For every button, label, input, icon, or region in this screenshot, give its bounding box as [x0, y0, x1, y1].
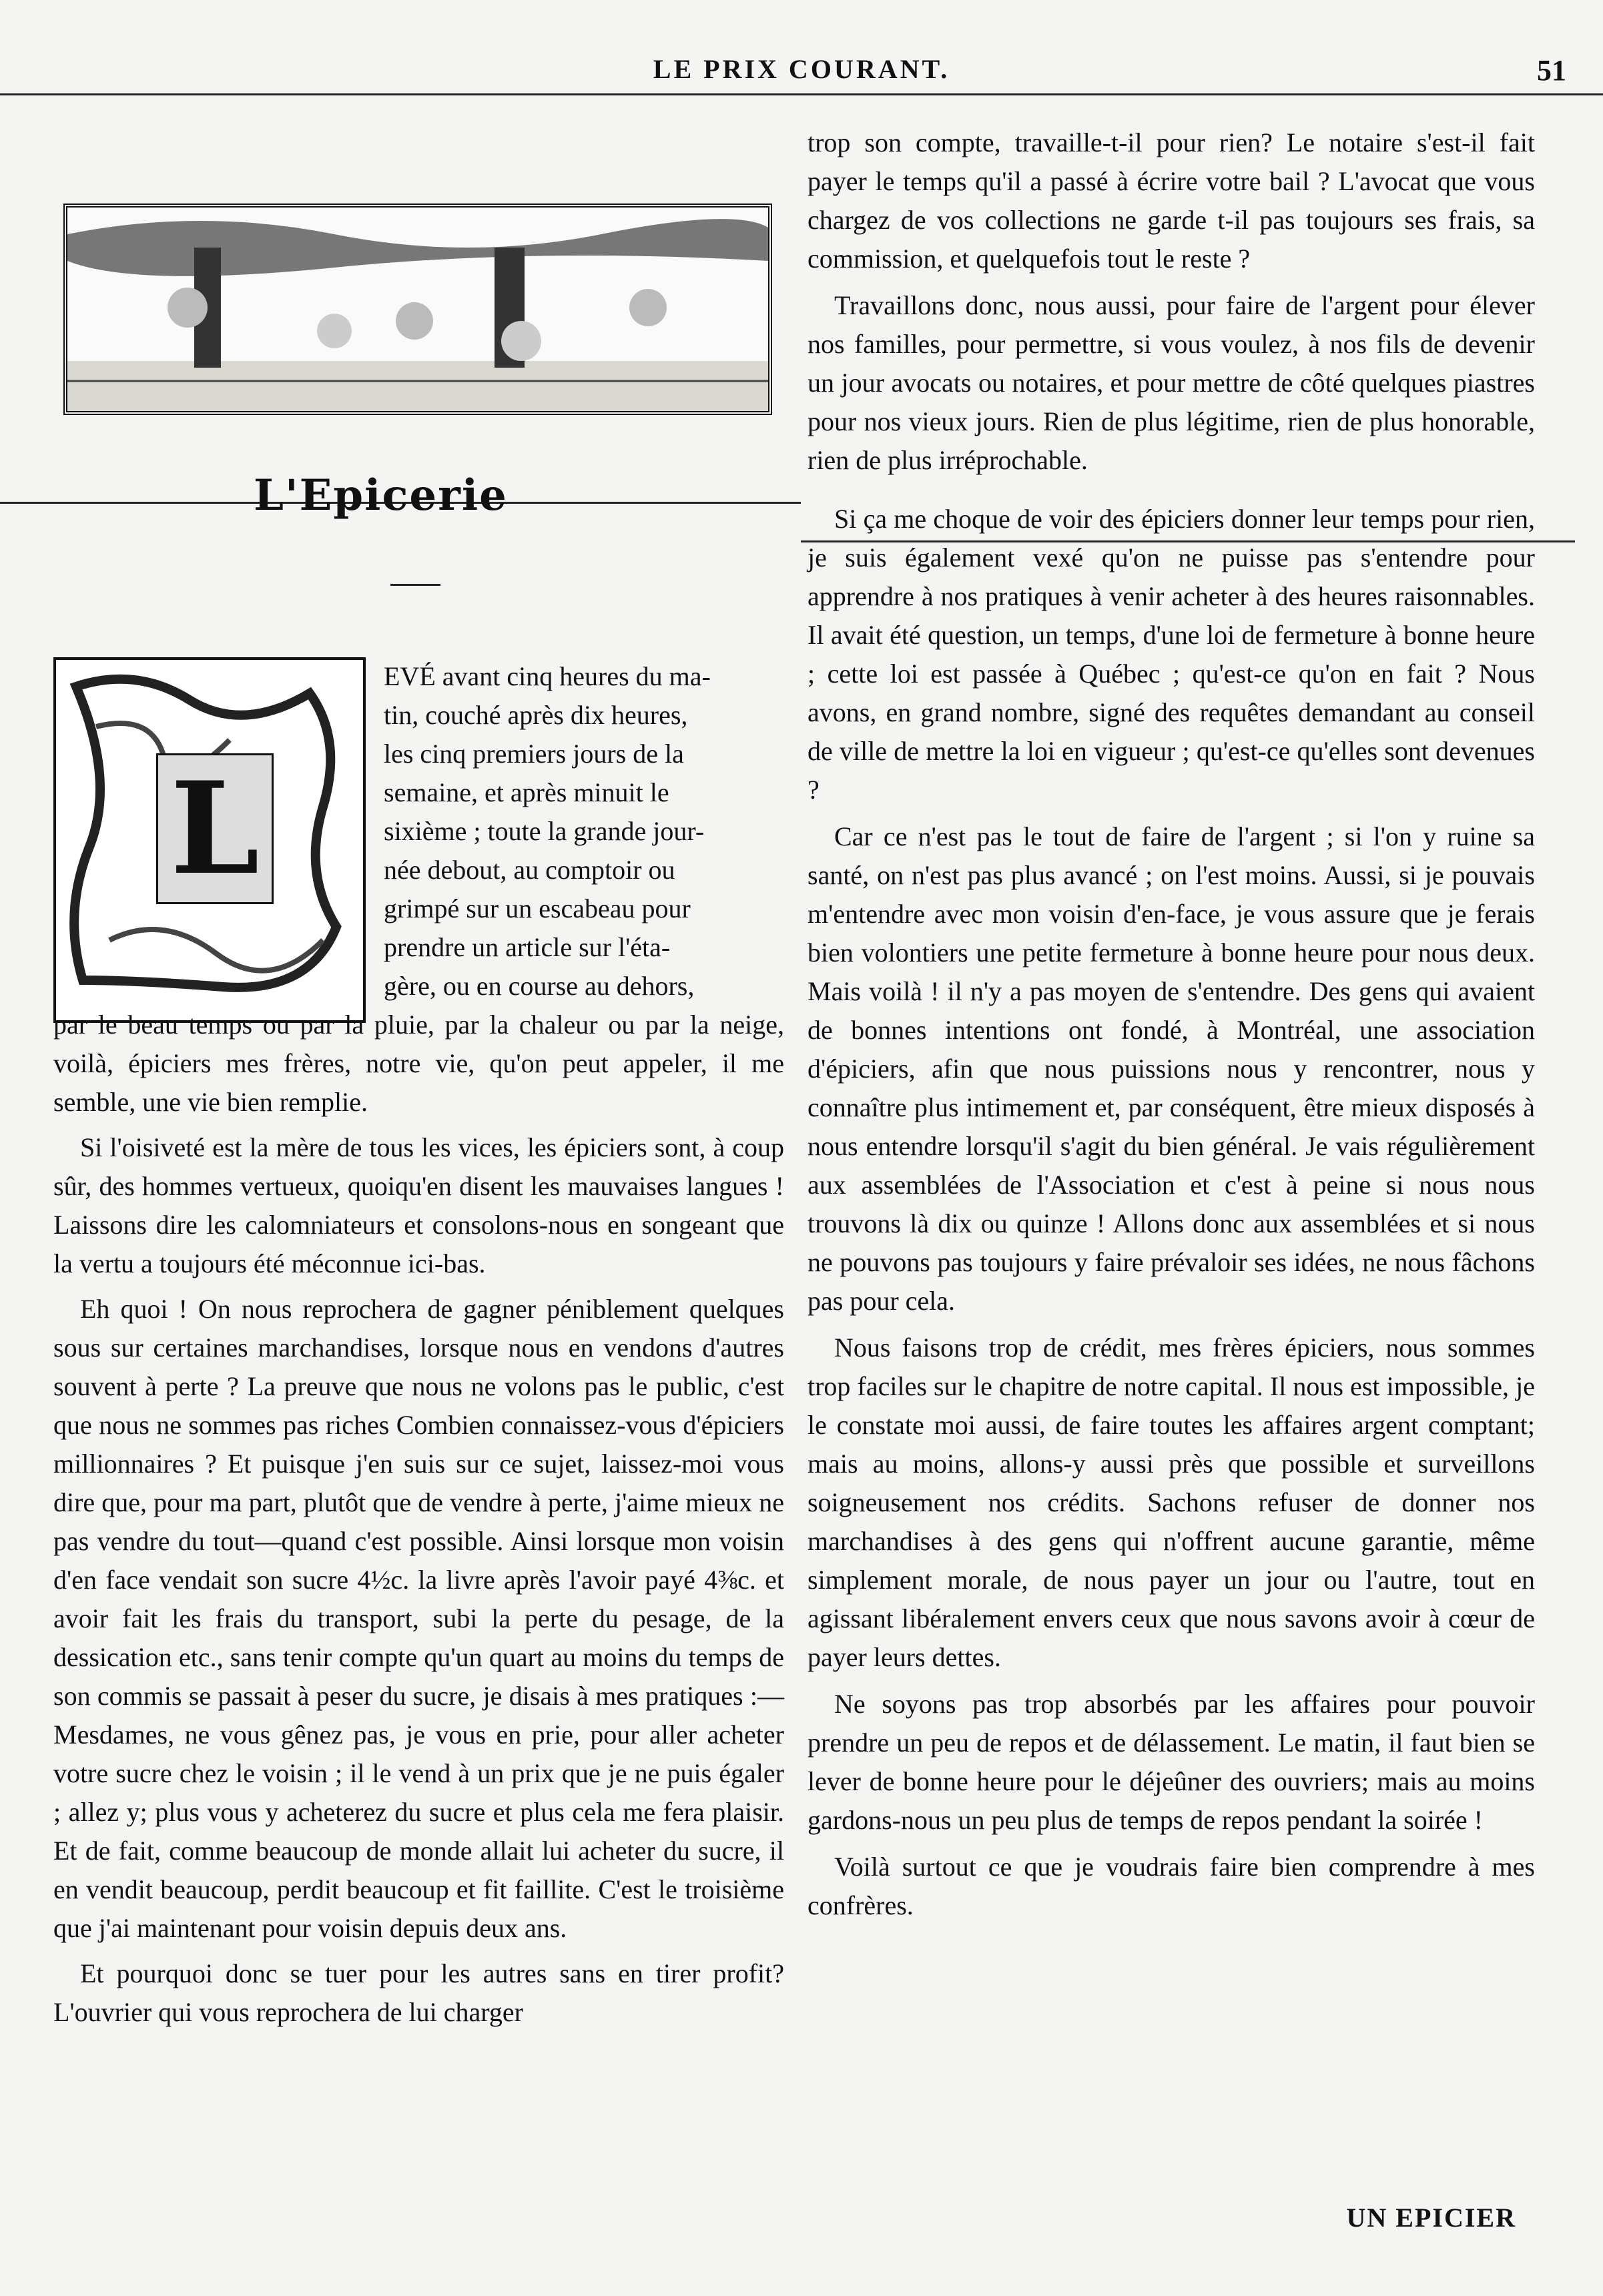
paragraph: Travaillons donc, nous aussi, pour faire de l'argent pour élever nos familles, pour permettre, si vous voulez, à nos fils de devenir un jour avocats ou notaires, et pour mettre de côté quelques piastres pour nos vieux jours. Rien de plus légitime, rien de plus honorable, rien de plus irréprochable.: [808, 290, 1535, 475]
paragraph: Eh quoi ! On nous reprochera de gagner péniblement quelques sous sur certaines marchandises, lorsque nous en vendons d'autres souvent à perte ? La preuve que nous ne volons pas le public, c'est que nous ne sommes pas riches Combien connaissez-vous d'épiciers millionnaires ? Et puisque j'en suis sur ce sujet, laissez-moi vous dire que, pour ma part, plutôt que de vendre à perte, j'aime mieux ne pas vendre du tout—quand c'est possible. Ainsi lorsque mon voisin d'en face vendait son sucre 4½c. la livre après l'avoir payé 4⅜c. et avoir fait les frais du transport, subi la perte du pesage, de la dessication etc., sans tenir compte qu'un quart au moins du temps de son commis se passait à peser du sucre, je disais à mes pratiques :—Mesdames, ne vous gênez pas, je vous en prie, pour aller acheter votre sucre chez le voisin ; il le vend à un prix que je ne puis égaler ; allez y; plus vous y acheterez du sucre et plus cela me fera plaisir. Et de fait, comme beaucoup de monde allait lui acheter du sucre, il en vendit beaucoup, perdit beaucoup et fit faillite. C'est le troisième que j'ai maintenant pour voisin depuis deux ans.: [53, 1294, 784, 1943]
right-column: [808, 123, 1535, 1925]
paragraph: Voilà surtout ce que je voudrais faire bien comprendre à mes confrères.: [808, 1852, 1535, 1920]
intro-line: prendre un article sur l'éta-: [384, 932, 671, 962]
intro-line: EVÉ avant cinq heures du ma-: [384, 661, 711, 691]
left-intro-lines: [384, 657, 784, 1006]
ornate-dropcap: [53, 657, 366, 1023]
header-rule: [0, 93, 1603, 95]
intro-line: semaine, et après minuit le: [384, 777, 669, 807]
intro-line: sixième ; toute la grande jour-: [384, 816, 705, 846]
intro-line: grimpé sur un escabeau pour: [384, 893, 691, 923]
paragraph: Nous faisons trop de crédit, mes frères épiciers, nous sommes trop faciles sur le chapitre de notre capital. Il nous est impossible, je le constate moi aussi, de faire toutes les affaires argent comptant; mais au moins, allons-y aussi près que possible et surveillons soigneusement nos crédits. Sachons refuser de donner nos marchandises à des gens qui n'offrent aucune garantie, même simplement morale, de nous payer un jour ou l'autre, tout en agissant libéralement envers ceux que nous savons avoir à cœur de payer leurs dettes.: [808, 1332, 1535, 1672]
section-dash: [390, 584, 440, 586]
page-header-title: LE PRIX COURANT.: [653, 54, 950, 84]
intro-line: gère, ou en course au dehors,: [384, 971, 695, 1001]
intro-line: née debout, au comptoir ou: [384, 855, 675, 885]
paragraph: Si l'oisiveté est la mère de tous les vices, les épiciers sont, à coup sûr, des hommes vertueux, quoiqu'en disent les mauvaises langues ! Laissons dire les calomniateurs et consolons-nous en songeant que la vertu a toujours été méconnue ici-bas.: [53, 1132, 784, 1278]
intro-line: tin, couché après dix heures,: [384, 700, 688, 730]
left-column: [53, 1006, 784, 2032]
paragraph: Si ça me choque de voir des épiciers donner leur temps pour rien, je suis également vexé qu'on ne puisse pas s'entendre pour apprendre à nos pratiques à venir acheter à des heures raisonnables. Il avait été question, un temps, d'une loi de fermeture à bonne heure ; cette loi est passée à Québec ; qu'est-ce qu'on en fait ? Nous avons, en grand nombre, signé des requêtes demandant au conseil de ville de mettre la loi en vigueur ; qu'est-ce qu'elles sont devenues ?: [808, 504, 1535, 805]
paragraph: par le beau temps ou par la pluie, par la chaleur ou par la neige, voilà, épiciers mes frères, notre vie, qu'on peut appeler, il me semble, une vie bien remplie.: [53, 1010, 784, 1117]
section-title: L'Epicerie: [254, 470, 508, 520]
paragraph: trop son compte, travaille-t-il pour rien? Le notaire s'est-il fait payer le temps qu'il a passé à écrire votre bail ? L'avocat que vous chargez de vos collections ne garde t-il pas toujours ses frais, sa commission, et quelquefois tout le reste ?: [808, 127, 1535, 274]
paragraph: Car ce n'est pas le tout de faire de l'argent ; si l'on y ruine sa santé, on n'est pas plus avancé ; on l'est moins. Aussi, si je pouvais m'entendre avec mon voisin d'en-face, je vous assure que je ferais bien volontiers une petite fermeture à bonne heure pour nous deux. Mais voilà ! il n'y a pas moyen de s'entendre. Des gens qui avaient de bonnes intentions ont fondé, à Montréal, une association d'épiciers, afin que nous puissions nous y rencontrer, nous y connaître plus intimement et, par conséquent, être mieux disposés à nous entendre lorsqu'il s'agit du bien général. Je vais régulièrement aux assemblées de l'Association et c'est à peine si nous nous trouvons là dix ou quinze ! Allons donc aux assemblées et si nous ne pouvons pas toujours y faire prévaloir ses idées, ne nous fâchons pas pour cela.: [808, 821, 1535, 1316]
dropcap-letter: L: [156, 753, 274, 904]
intro-line: les cinq premiers jours de la: [384, 739, 684, 769]
page-number: 51: [1537, 54, 1566, 87]
cherubs-illustration: [63, 204, 772, 415]
paragraph: Et pourquoi donc se tuer pour les autres sans en tirer profit? L'ouvrier qui vous reprochera de lui charger: [53, 1958, 784, 2027]
paragraph: Ne soyons pas trop absorbés par les affaires pour pouvoir prendre un peu de repos et de délassement. Le matin, il faut bien se lever de bonne heure pour le déjeûner des ouvriers; mais au moins gardons-nous un peu plus de temps de repos pendant la soirée !: [808, 1689, 1535, 1835]
signature: UN EPICIER: [1346, 2203, 1516, 2233]
